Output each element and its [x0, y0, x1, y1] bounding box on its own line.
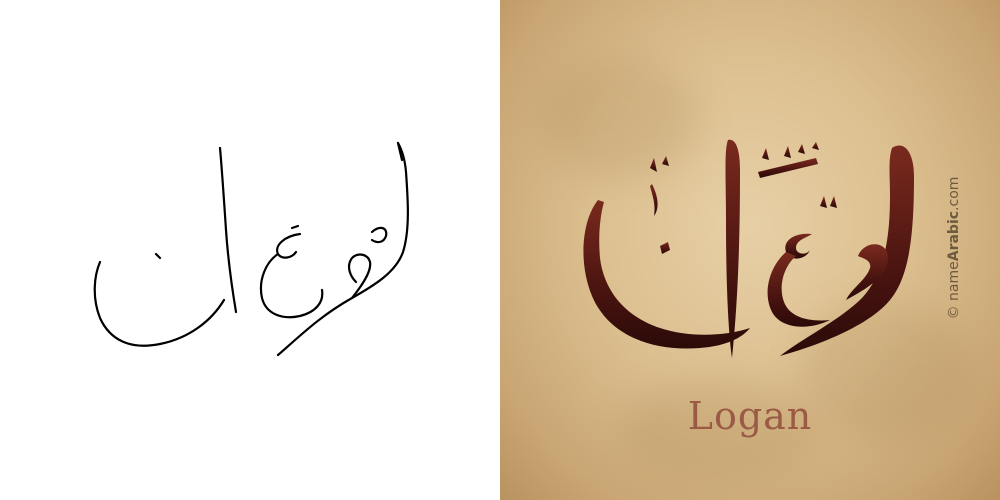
sketch-lam-stroke	[278, 143, 408, 355]
calligraphy-mark	[798, 144, 805, 154]
watermark-brand: Arabic	[946, 210, 962, 262]
calligraphy-alif	[726, 140, 741, 358]
sketch-ghayn-dot	[292, 226, 298, 228]
calligraphy-panel	[500, 0, 1000, 500]
calligraphy-ghayn-tail	[768, 252, 830, 327]
calligraphy-mark	[820, 196, 827, 208]
latin-name: Logan	[687, 394, 813, 438]
calligraphy-mark	[762, 148, 769, 160]
sketch-waw-loop	[349, 255, 370, 298]
calligraphy-mark	[784, 146, 791, 158]
calligraphy-noon-dot	[660, 242, 670, 254]
sketch-alif	[220, 148, 236, 312]
calligraphy-noon	[583, 200, 750, 349]
sketch-noon-dot	[156, 254, 160, 258]
sketch-ghayn	[261, 234, 322, 317]
watermark-suffix: .com	[946, 176, 962, 211]
site-watermark	[946, 78, 962, 418]
calligraphy-mark	[830, 196, 837, 208]
sketch-damma	[372, 228, 386, 242]
calligraphy-fatha-bar	[758, 158, 818, 178]
calligraphy-mark	[662, 156, 669, 166]
calligraphy-mark	[650, 158, 657, 172]
sketch-noon	[95, 262, 224, 346]
calligraphy-mark	[812, 142, 819, 150]
calligraphy-kasra-hook	[650, 184, 658, 216]
watermark-prefix: © name	[946, 261, 962, 320]
